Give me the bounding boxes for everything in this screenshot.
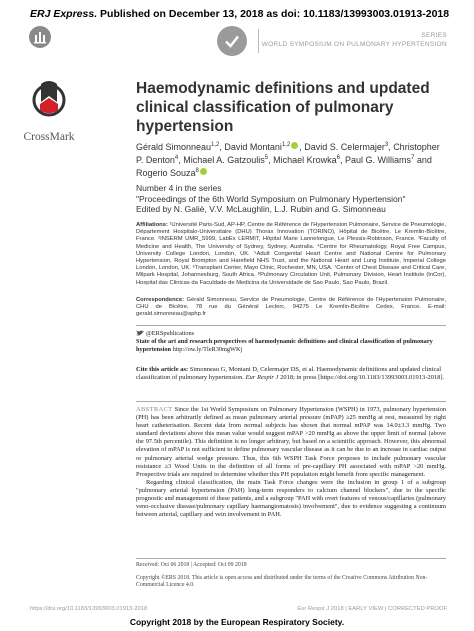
series-info (136, 183, 446, 215)
citation-text: Simonneau G, Montani D, Celermajer DS, et al. Haemodynamic definitions and updated clinical classification of pulmonary hypertension. (136, 366, 442, 381)
publication-info: Published on December 13, 2018 as doi: 10.1183/13993003.01913-2018 (97, 8, 450, 20)
twitter-box (136, 330, 446, 353)
affiliations-text: ¹Université Paris-Sud, AP-HP, Centre de Référence de l'Hypertension Pulmonaire, Service de Pneumologie, Département Hospitalo-Universitaire (DHU) Thorax Innovation (TORINO), Hôpital de Bicêtre, Le Kremlin-Bicêtre, France. ²INSERM UMR_S999, LabEx LERMIT, Hôpital Marie Lannelongue, Le Plessis-Robinson, France. ³Faculty of Medicine and Health, The University of Sydney, Sydney, Australia. ⁴Centre for Rheumatology, Royal Free Campus, University College London, London, UK. ⁵Adult Congenital Heart Centre and National Centre for Pulmonary Hypertension, Royal Brompton and Harefield NHS Trust, and the National Heart and Lung Institute, Imperial College London, London, UK. ⁶Transplant Center, Mayo Clinic, Rochester, MN, USA. ⁷Center of Chest Disease and Critical Care, Milpark Hospital, Johannesburg, South Africa. ⁸Pulmonary Circulation Unit, Pulmonary Division, Heart Institute (InCor), Hospital das Clinicas da Faculdade de Medicina da Universidade de Sao Paulo, Sao Paulo, Brazil. (136, 222, 446, 286)
author-affiliation-marker: 1,2 (281, 142, 291, 148)
header-divider (258, 29, 259, 53)
author-name: David Montani (224, 142, 282, 152)
abstract-label: ABSTRACT (136, 406, 173, 413)
citation (136, 366, 446, 382)
series-label: SERIES (421, 32, 447, 39)
twitter-text: State of the art and research perspectives of haemodynamic definitions and clinical classification of pulmonary hypertension (136, 337, 433, 353)
received-dates: Received: Oct 06 2018 | Accepted: Oct 09 2018 (136, 562, 247, 568)
divider (136, 401, 446, 402)
crossmark-badge[interactable] (18, 80, 80, 143)
author-affiliation-marker: 4 (174, 155, 179, 161)
abstract-paragraph-2: Regarding clinical classification, the main Task Force changes were the inclusion in group 1 of a subgroup "pulmonary arterial hypertension (PAH) long-term responders to calcium channel blockers", due to the specific prognostic and management of these patients, and a subgroup "PAH with overt features of venous/capillaries (pulmonary veno-occlusive disease/pulmonary capillary haemangiomatosis) involvement", due to evidence suggesting a continuum between arterial, capillary and vein involvement in PAH. (136, 478, 446, 519)
divider (136, 558, 446, 559)
footer-doi[interactable]: https://doi.org/10.1183/13993003.01913-2018 (30, 606, 148, 612)
author-affiliation-marker: 8 (195, 168, 199, 174)
author-list: Gérald Simonneau$^{1,2}$, David Montani$^{1,2}$ , David S. Celermajer$^3$, Christopher P. Denton$^4$, Michael A. Gatzoulis$^5$, Michael Krowka$^6$, Paul G. Williams$^7$ and Rogerio Souza$^8$ (136, 142, 440, 178)
crossmark-icon (18, 80, 80, 124)
correspondence-label: Correspondence: (136, 297, 184, 303)
article-title: Haemodynamic definitions and updated clinical classification of pulmonary hypertension (136, 80, 430, 135)
series-number: Number 4 in the series (136, 183, 222, 193)
series-editors: Edited by N. Galiè, V.V. McLaughlin, L.J. Rubin and G. Simonneau (136, 204, 386, 214)
twitter-bird-icon (136, 330, 144, 336)
twitter-handle[interactable]: @ERSpublications (146, 330, 195, 337)
author-name: Michael Krowka (273, 155, 337, 165)
author-affiliation-marker: 3 (384, 142, 389, 148)
correspondence (136, 297, 446, 319)
series-name: WORLD SYMPOSIUM ON PULMONARY HYPERTENSION (261, 41, 447, 48)
citation-label: Cite this article as: (136, 366, 189, 373)
footer-journal-info: Eur Respir J 2018 | EARLY VIEW | CORRECTED PROOF (297, 606, 447, 612)
author-name: David S. Celermajer (304, 142, 385, 152)
twitter-link[interactable]: http://ow.ly/TleR30mgWKj (171, 345, 243, 353)
abstract (136, 406, 446, 519)
affiliations (136, 222, 446, 287)
author-affiliation-marker: 5 (264, 155, 269, 161)
journal-name: ERJ Express. (30, 8, 98, 20)
orcid-icon[interactable] (291, 142, 298, 149)
copyright-notice: Copyright ©ERS 2018. This article is open access and distributed under the terms of the Creative Commons Attribution Non-Commercial Licence 4.0. (136, 575, 428, 589)
citation-doi[interactable]: 2018; in press [https://doi.org/10.1183/13993003.01913-2018]. (278, 374, 445, 381)
affiliations-label: Affiliations: (136, 222, 168, 228)
journal-banner (30, 8, 449, 20)
orcid-icon[interactable] (200, 168, 207, 175)
series-header (262, 31, 447, 49)
citation-journal: Eur Respir J (245, 374, 279, 381)
author-name: Gérald Simonneau (136, 142, 212, 152)
series-title: "Proceedings of the 6th World Symposium on Pulmonary Hypertension" (136, 193, 406, 204)
author-affiliation-marker: 1,2 (211, 142, 220, 148)
author-name: Michael A. Gatzoulis (183, 155, 265, 165)
author-affiliation-marker: 7 (411, 155, 415, 161)
abstract-paragraph-1: Since the 1st World Symposium on Pulmonary Hypertension (WSPH) in 1973, pulmonary hypertension (PH) has been arbitrarily defined as mean pulmonary arterial pressure (mPAP) ≥25 mmHg at rest, measured by right heart catheterisation. Recent data from normal subjects has shown that normal mPAP was 14.0±3.3 mmHg. Two standard deviations above this mean value would suggest mPAP >20 mmHg as above the upper limit of normal (above the 97.5th percentile). This definition is no longer arbitrary, but based on a scientific approach. However, this abnormal elevation of mPAP is not sufficient to define pulmonary vascular disease as it can be due to an increase in cardiac output or pulmonary arterial wedge pressure. Thus, this 6th WSPH Task Force proposes to include pulmonary vascular resistance ≥3 Wood Units in the definition of all forms of pre-capillary PH associated with mPAP >20 mmHg. Prospective trials are required to determine whether this PH population might benefit from specific management. (136, 406, 446, 478)
check-icon (217, 26, 247, 56)
correspondence-text: Gérald Simonneau, Service de Pneumologie, Centre de Référence de l'Hypertension Pulmonaire, CHU de Bicêtre, 78 rue du Général Leclerc, 94275 Le Kremlin-Bicêtre Cedex, France. E-mail: gerald.simonneau@aphp.fr (136, 297, 446, 318)
author-affiliation-marker: 6 (336, 155, 341, 161)
divider (136, 325, 446, 326)
author-name: Christopher P. Denton (136, 142, 440, 165)
crossmark-label: CrossMark (23, 131, 75, 143)
ers-logo-icon (28, 25, 52, 49)
author-name: Paul G. Williams (345, 155, 412, 165)
author-name: Rogerio Souza (136, 168, 196, 178)
footer-copyright: Copyright 2018 by the European Respiratory Society. (129, 617, 345, 627)
